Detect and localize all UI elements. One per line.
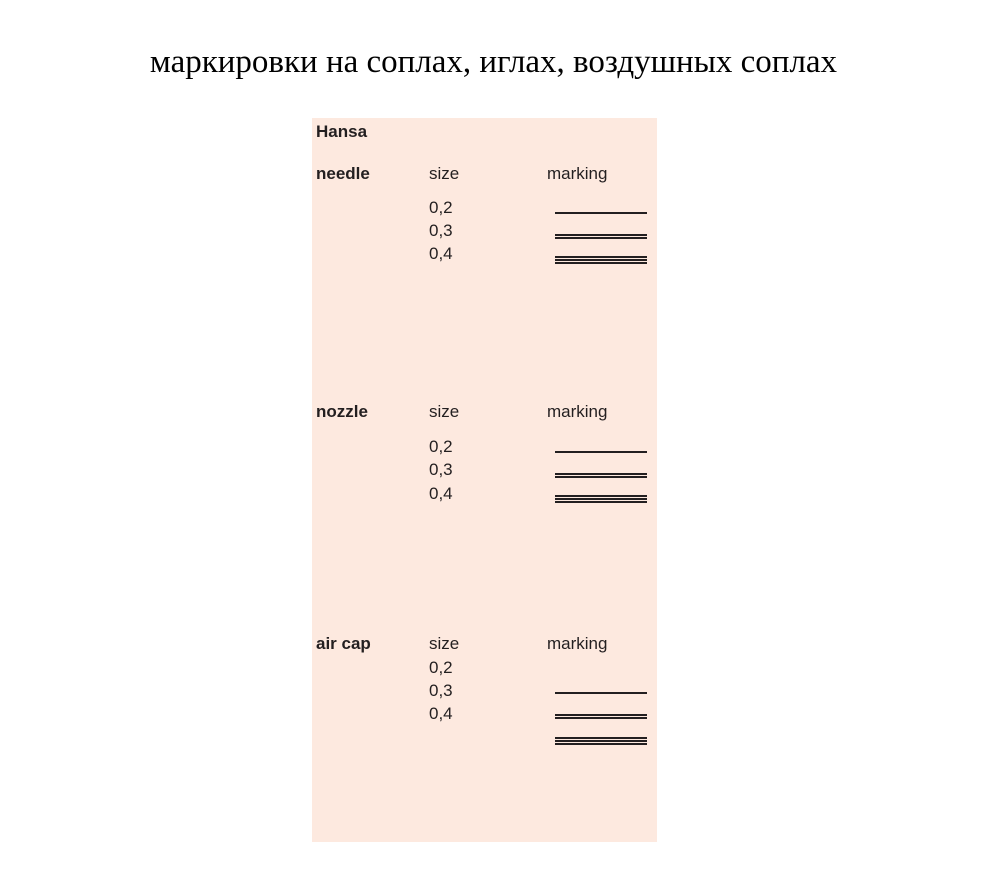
marking-lines	[555, 473, 647, 479]
marking-header: marking	[547, 164, 608, 183]
section-label-needle: needle	[316, 164, 370, 183]
marking-lines	[555, 234, 647, 240]
size-value: 0,2	[429, 437, 453, 456]
marking-line	[555, 473, 647, 475]
marking-lines	[555, 714, 647, 720]
marking-line	[555, 495, 647, 497]
marking-lines	[555, 495, 647, 505]
marking-line	[555, 212, 647, 214]
marking-line	[555, 740, 647, 742]
marking-lines	[555, 212, 647, 215]
marking-line	[555, 498, 647, 500]
marking-lines	[555, 451, 647, 454]
section-label-air-cap: air cap	[316, 634, 371, 653]
size-header: size	[429, 634, 460, 653]
page-title: маркировки на соплах, иглах, воздушных соплах	[149, 44, 838, 80]
size-value: 0,4	[429, 244, 453, 263]
brand-label: Hansa	[316, 122, 368, 141]
marking-line	[555, 692, 647, 694]
marking-line	[555, 476, 647, 478]
marking-header: marking	[547, 402, 608, 421]
marking-line	[555, 451, 647, 453]
size-value: 0,2	[429, 198, 453, 217]
marking-lines	[555, 692, 647, 695]
marking-line	[555, 237, 647, 239]
marking-line	[555, 234, 647, 236]
size-value: 0,4	[429, 484, 453, 503]
marking-line	[555, 501, 647, 503]
marking-header: marking	[547, 634, 608, 653]
marking-line	[555, 714, 647, 716]
marking-table	[312, 118, 657, 842]
size-header: size	[429, 164, 460, 183]
section-label-nozzle: nozzle	[316, 402, 368, 421]
marking-line	[555, 737, 647, 739]
size-value: 0,3	[429, 681, 453, 700]
marking-line	[555, 262, 647, 264]
marking-line	[555, 717, 647, 719]
size-value: 0,4	[429, 704, 453, 723]
size-value: 0,2	[429, 658, 453, 677]
marking-line	[555, 259, 647, 261]
marking-line	[555, 256, 647, 258]
size-value: 0,3	[429, 460, 453, 479]
marking-lines	[555, 256, 647, 266]
marking-line	[555, 743, 647, 745]
size-header: size	[429, 402, 460, 421]
marking-lines	[555, 737, 647, 747]
size-value: 0,3	[429, 221, 453, 240]
